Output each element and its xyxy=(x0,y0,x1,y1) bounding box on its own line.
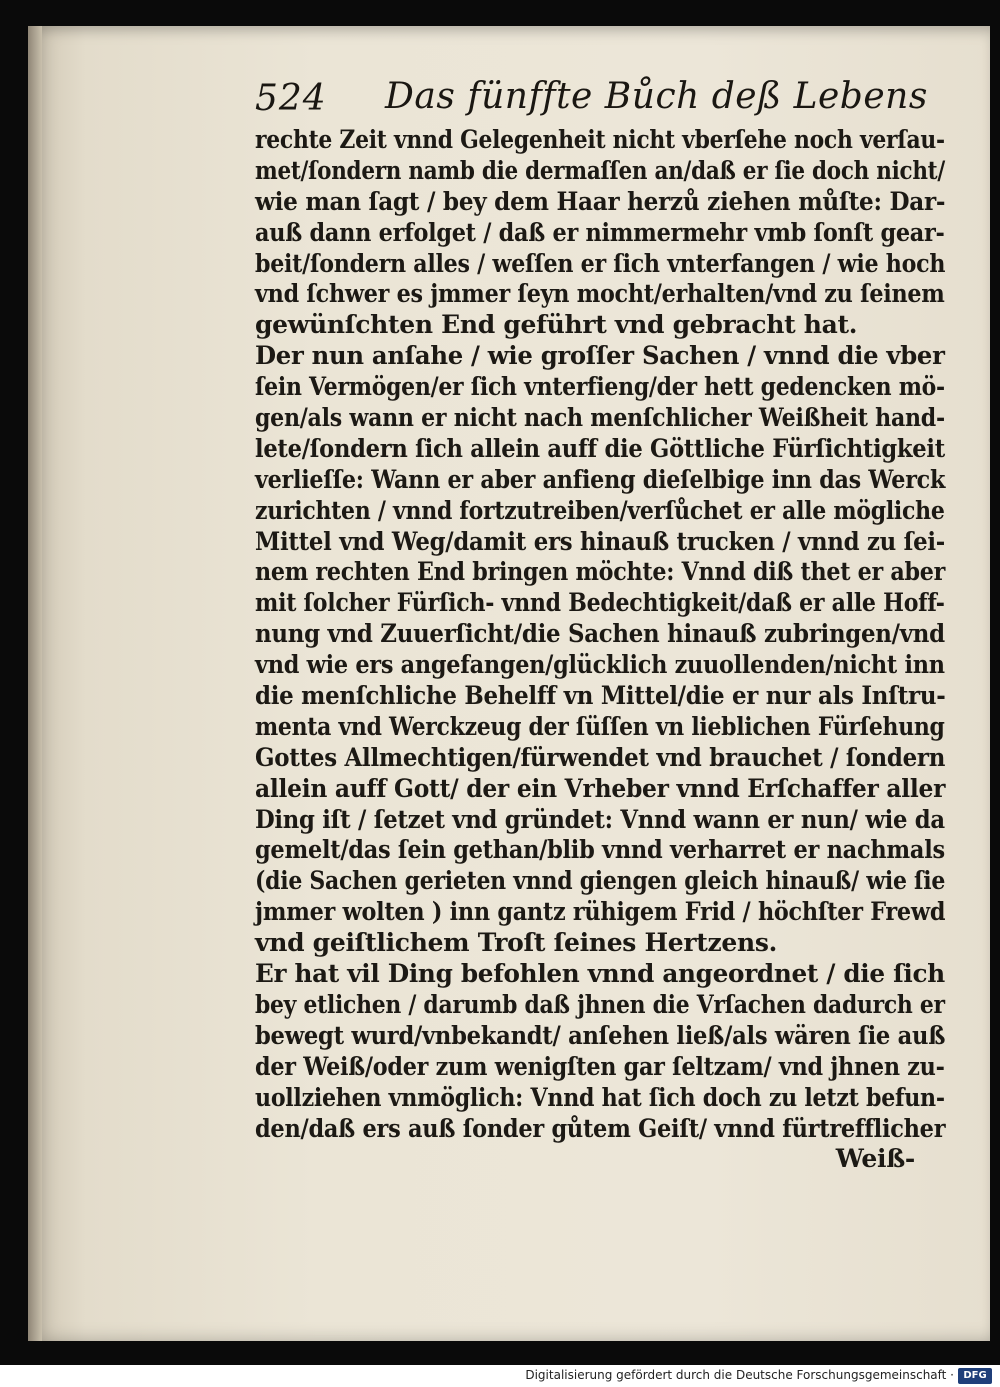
text-line: ſein Vermögen/er ſich vnterfieng/der hett gedencken mö- xyxy=(255,372,945,402)
text-line: vnd geiſtlichem Troſt ſeines Hertzens. xyxy=(255,928,778,958)
text-line: Mittel vnd Weg/damit ers hinauß trucken / vnnd zu ſei- xyxy=(255,526,946,556)
text-line: der Weiß/oder zum wenigſten gar ſeltzam/ vnd jhnen zu- xyxy=(255,1051,945,1081)
text-line: wie man ſagt / bey dem Haar herzů ziehen můſte: Dar- xyxy=(255,186,946,216)
text-line: lete/ſondern ſich allein auff die Göttliche Fürſichtigkeit xyxy=(255,433,945,463)
page-header xyxy=(230,72,930,122)
text-line: gemelt/das ſein gethan/blib vnnd verharret er nachmals xyxy=(255,835,945,865)
dfg-logo: DFG xyxy=(958,1368,992,1384)
text-line: Weiß- xyxy=(835,1144,915,1174)
text-line: vnd ſchwer es jmmer ſeyn mocht/erhalten/vnd zu ſeinem xyxy=(255,279,945,309)
text-line: bewegt wurd/vnbekandt/ anſehen ließ/als wären ſie auß xyxy=(255,1020,946,1050)
funding-credit: Digitalisierung gefördert durch die Deutsche Forschungsgemeinschaft · xyxy=(525,1368,954,1382)
page-gutter-edge xyxy=(28,26,42,1341)
text-line: vnd wie ers angefangen/glücklich zuuollenden/nicht inn xyxy=(255,650,945,680)
text-line: auß dann erfolget / daß er nimmermehr vmb ſonſt gear- xyxy=(255,217,945,247)
body-text xyxy=(255,125,945,1175)
text-line: met/ſondern namb die dermaſſen an/daß er ſie doch nicht/ xyxy=(255,155,945,185)
text-line: die menſchliche Behelff vn Mittel/die er nur als Inſtru- xyxy=(255,681,946,711)
text-line: allein auff Gott/ der ein Vrheber vnnd Erſchaffer aller xyxy=(255,773,946,803)
text-line: den/daß ers auß ſonder gůtem Geiſt/ vnnd fürtrefflicher xyxy=(255,1113,946,1143)
running-title: Das fünffte Bůch deß Lebens xyxy=(385,76,928,117)
text-line: Der nun anſahe / wie groſſer Sachen / vnnd die vber xyxy=(255,341,945,371)
text-line: Er hat vil Ding befohlen vnnd angeordnet / die ſich xyxy=(255,959,945,989)
text-line: rechte Zeit vnnd Gelegenheit nicht vberſehe noch verſau- xyxy=(255,125,945,154)
page-number: 524 xyxy=(255,78,327,119)
text-line: gen/als wann er nicht nach menſchlicher Weißheit hand- xyxy=(255,403,945,433)
text-line: beit/ſondern alles / weſſen er ſich vnterfangen / wie hoch xyxy=(255,248,946,278)
footer-bar xyxy=(0,1365,1000,1387)
text-line: gewünſchten End geführt vnd gebracht hat. xyxy=(255,310,858,340)
text-line: verlieſſe: Wann er aber anfieng dieſelbige inn das Werck xyxy=(255,464,946,494)
text-line: nung vnd Zuuerſicht/die Sachen hinauß zubringen/vnd xyxy=(255,619,945,649)
text-line: jmmer wolten ) inn gantz rühigem Frid / höchſter Frewd xyxy=(255,897,946,927)
text-line: nem rechten End bringen möchte: Vnnd diß thet er aber xyxy=(255,557,946,587)
text-line: zurichten / vnnd fortzutreiben/verſůchet er alle mögliche xyxy=(255,495,945,525)
text-line: (die Sachen gerieten vnnd giengen gleich hinauß/ wie ſie xyxy=(255,866,946,896)
text-line: menta vnd Werckzeug der ſüſſen vn lieblichen Fürſehung xyxy=(255,711,945,741)
text-line: uollziehen vnmöglich: Vnnd hat ſich doch zu letzt befun- xyxy=(255,1082,945,1112)
text-line: bey etlichen / darumb daß jhnen die Vrſachen dadurch er xyxy=(255,989,945,1019)
text-line: Ding iſt / ſetzet vnd gründet: Vnnd wann er nun/ wie da xyxy=(255,804,945,834)
text-line: Gottes Allmechtigen/fürwendet vnd brauchet / ſondern xyxy=(255,742,946,772)
text-line: mit ſolcher Fürſich- vnnd Bedechtigkeit/daß er alle Hoff- xyxy=(255,588,945,618)
